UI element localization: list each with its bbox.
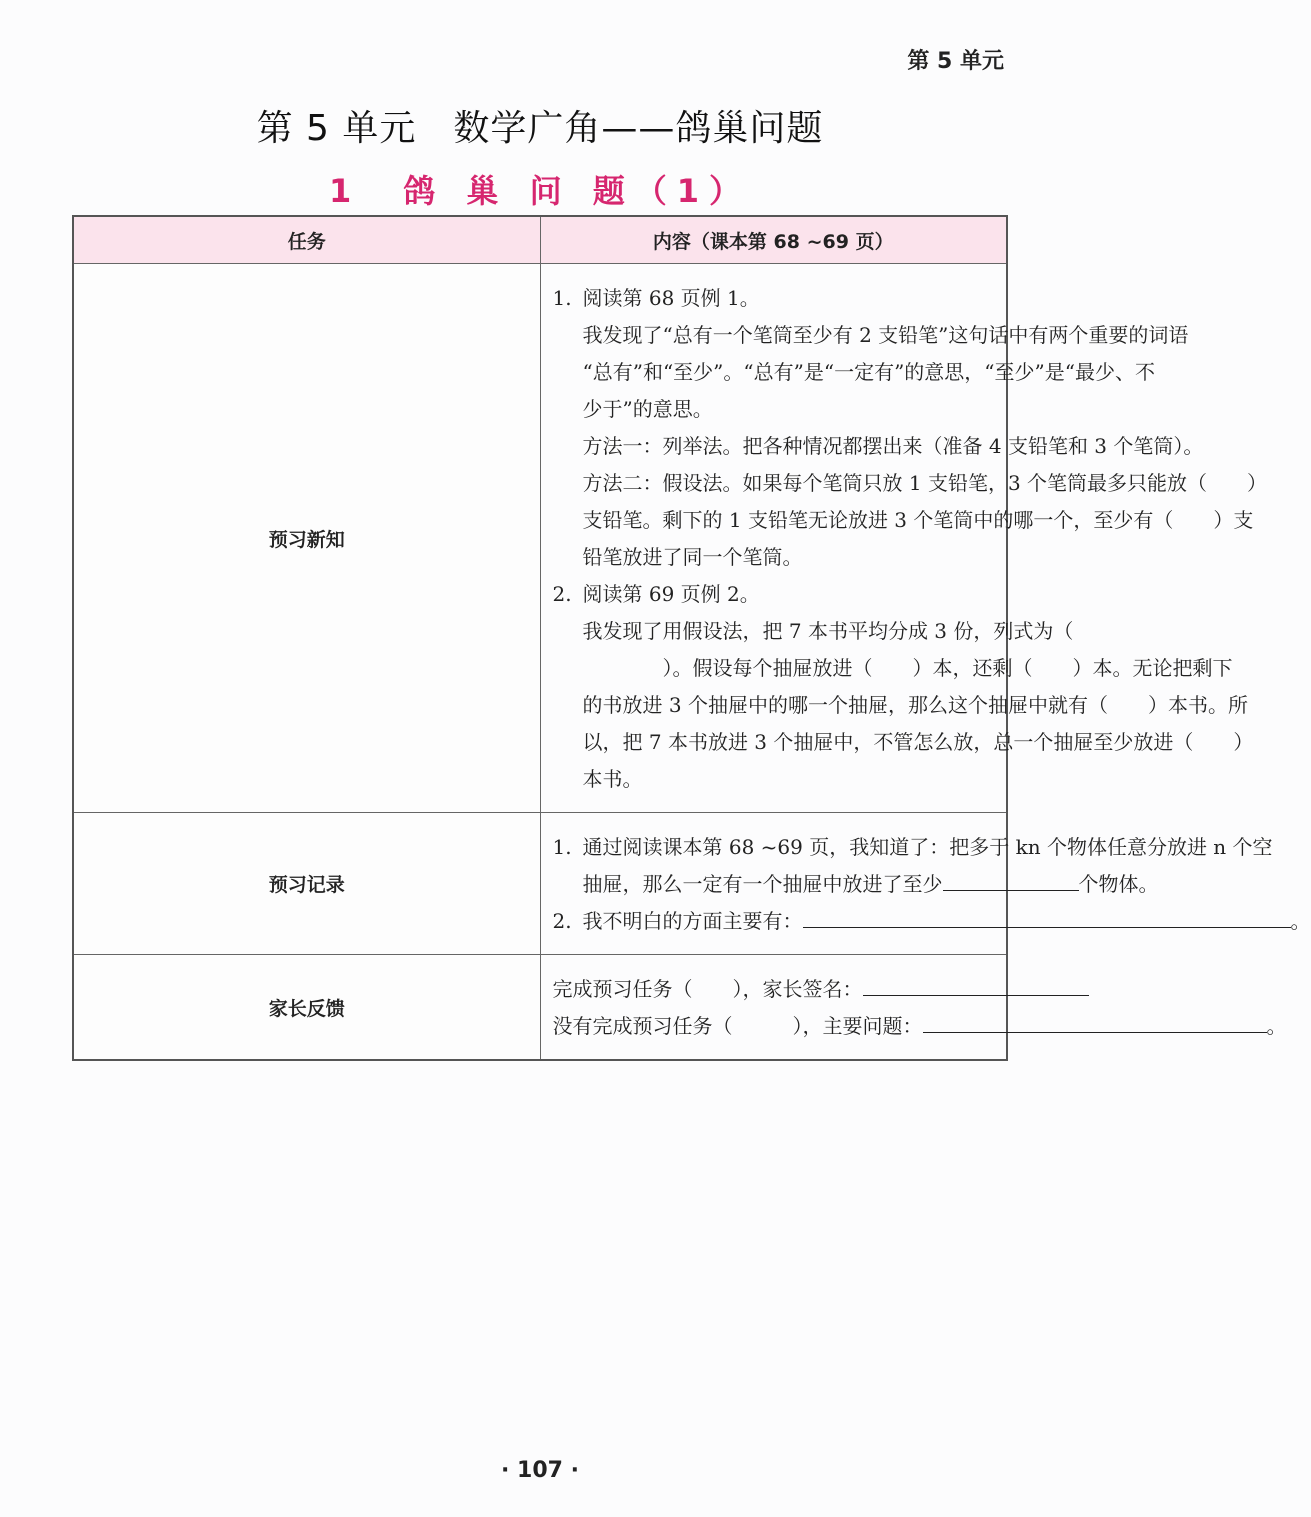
table-header-row [73,216,1007,264]
feedback-content [540,955,1287,1061]
preview-item-1-title: 1. 阅读第 68 页例 1。 [552,286,760,310]
preview-item-2-text-1[interactable]: 我发现了用假设法，把 7 本书平均分成 3 份，列式为（ [582,619,1074,643]
record-label: 预习记录 [73,813,540,955]
preview-item-2-text-3[interactable]: 的书放进 3 个抽屉中的哪一个抽屉，那么这个抽屉中就有（ ）本书。所 [582,693,1248,717]
preview-item-2-text-2[interactable]: ）。假设每个抽屉放进（ ）本，还剩（ ）本。无论把剩下 [582,656,1233,680]
preview-item-2-text-4[interactable]: 以，把 7 本书放进 3 个抽屉中，不管怎么放，总一个抽屉至少放进（ ） [582,730,1254,754]
unit-label: 第 5 单元 [907,49,1004,74]
record-content [540,813,1311,955]
col-content-header: 内容（课本第 68 ~69 页） [540,216,1007,264]
feedback-line-1: 完成预习任务（ ），家长签名： [553,971,995,1008]
preview-label: 预习新知 [73,264,540,813]
method-two-line-2[interactable]: 支铅笔。剩下的 1 支铅笔无论放进 3 个笔筒中的哪一个，至少有（ ）支 [582,508,1254,532]
preview-item-1-text-3: 少于”的意思。 [582,397,713,421]
answer-blank[interactable] [943,868,1079,891]
method-two-line-1[interactable]: 方法二：假设法。如果每个笔筒只放 1 支铅笔，3 个笔筒最多只能放（ ） [582,471,1268,495]
task-table [72,215,1311,1061]
record-item-1-line-1: 1. 通过阅读课本第 68 ~69 页，我知道了：把多于 kn 个物体任意分放进 n 个空 [552,835,1273,859]
record-item-1-line-2: 抽屉，那么一定有一个抽屉中放进了至少 个物体。 [553,866,995,903]
preview-item-1-text-1: 我发现了“总有一个笔筒至少有 2 支铅笔”这句话中有两个重要的词语 [582,323,1189,347]
record-row [73,813,1007,955]
preview-item-1-text-2: “总有”和“至少”。“总有”是“一定有”的意思，“至少”是“最少、不 [582,360,1155,384]
preview-row [73,264,1007,813]
preview-item-2-text-5: 本书。 [582,767,643,791]
method-two-line-3: 铅笔放进了同一个笔筒。 [582,545,803,569]
preview-content [540,264,1268,813]
feedback-label: 家长反馈 [73,955,540,1061]
method-one: 方法一：列举法。把各种情况都摆出来（准备 4 支铅笔和 3 个笔筒）。 [582,434,1204,458]
col-task-header: 任务 [73,216,540,264]
feedback-row [73,955,1007,1061]
lesson-title: 1 鸽 巢 问 题（1） [329,172,751,210]
question-blank[interactable] [803,905,1291,928]
page-number: · 107 · [501,1458,579,1483]
preview-item-2-title: 2. 阅读第 69 页例 2。 [552,582,760,606]
record-item-2: 2. 我不明白的方面主要有： 。 [553,903,995,940]
page-title: 第 5 单元 数学广角——鸽巢问题 [256,108,824,149]
parent-signature-blank[interactable] [863,973,1089,996]
feedback-line-2: 没有完成预习任务（ ），主要问题： 。 [553,1008,995,1045]
main-problem-blank[interactable] [923,1010,1267,1033]
